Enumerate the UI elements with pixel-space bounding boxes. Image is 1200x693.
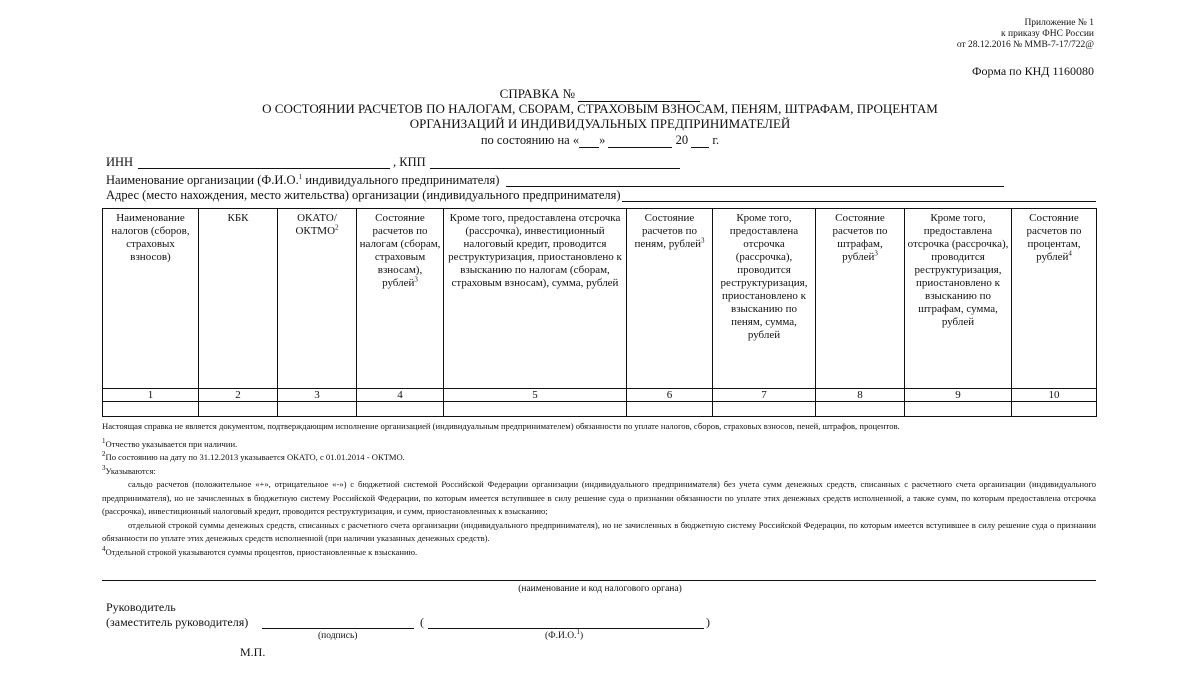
certificate-number-field[interactable] (578, 88, 700, 102)
data-cell[interactable] (357, 402, 444, 417)
header-cell-penalty-balance: Состояние расчетов по пеням, рублей$^3$ (627, 209, 713, 389)
data-cell[interactable] (713, 402, 816, 417)
data-cell[interactable] (816, 402, 905, 417)
org-name-label: Наименование организации (Ф.И.О.$^1$ индивидуального предпринимателя) (106, 172, 500, 187)
title-line-2: О СОСТОЯНИИ РАСЧЕТОВ ПО НАЛОГАМ, СБОРАМ, СТРАХОВЫМ ВЗНОСАМ, ПЕНЯМ, ШТРАФАМ, ПРОЦЕНТАМ (262, 101, 938, 116)
disclaimer-note: Настоящая справка не является документом, подтверждающим исполнение организацией (индивидуальным предпринимателем) обязанности по уплате налогов, сборов, страховых взносов, пеней, штрафов, процентов. (102, 421, 900, 431)
head-label: Руководитель (106, 600, 176, 614)
footnote-3-paragraph-b: отдельной строкой суммы денежных средств, списанных с расчетного счета организации (индивидуального предпринимателя), но не зачисленных в бюджетную систему Российской Федерации, по которым имеется вступившее в силу решение суда о признании обязанности по уплате этих денежных средств исполненной (при наличии указанных денежных средств). (102, 519, 1096, 543)
column-number: 2 (199, 389, 278, 402)
appendix-number: Приложение № 1 (1024, 18, 1094, 28)
header-cell-interest-balance: Состояние расчетов по процентам, рублей$^4$ (1012, 209, 1097, 389)
form-code: Форма по КНД 1160080 (972, 64, 1094, 78)
fio-caption: (Ф.И.О.$^1$) (545, 627, 584, 641)
footnote-3: $^3$Указываются: (102, 463, 156, 476)
header-cell-tax-name: Наименование налогов (сборов, страховых взносов) (103, 209, 199, 389)
header-cell-okato: ОКАТО/ ОКТМО$^2$ (278, 209, 357, 389)
header-cell-kbk: КБК (199, 209, 278, 389)
data-cell[interactable] (199, 402, 278, 417)
data-cell[interactable] (103, 402, 199, 417)
appendix-header (957, 18, 1094, 51)
header-cell-fine-deferral: Кроме того, предоставлена отсрочка (рассрочка), проводится реструктуризация, приостановлено к взысканию по штрафам, сумма, рублей (905, 209, 1012, 389)
certificate-label: СПРАВКА № (499, 86, 576, 101)
column-number: 3 (278, 389, 357, 402)
close-paren: ) (706, 615, 710, 629)
column-number: 10 (1012, 389, 1097, 402)
order-reference: к приказу ФНС России (1001, 29, 1094, 39)
date-day-field[interactable] (579, 134, 599, 148)
footnote-3-paragraph-a: сальдо расчетов (положительное «+», отрицательное «-») с бюджетной системой Российской Федерации организации (индивидуального предпринимателя) без учета сумм денежных средств, списанных с расчетного счета организации (индивидуального предпринимателя), но не зачисленных в бюджетную систему Российской Федерации, по которым имеется вступившее в силу решение суда о признании обязанности по уплате этих денежных средств исполненной, а также сумм, по которым предоставлена отсрочка (рассрочка), инвестиционный налоговый кредит, проводится реструктуризация, и сумм, приостановленных к взысканию; (102, 479, 1096, 516)
kpp-field[interactable] (430, 168, 680, 169)
footnote-2: $^2$По состоянию на дату по 31.12.2013 указывается ОКАТО, с 01.01.2014 - ОКТМО. (102, 450, 405, 462)
column-number: 4 (357, 389, 444, 402)
fio-field[interactable] (428, 628, 704, 629)
date-year-field[interactable] (691, 134, 709, 148)
header-cell-penalty-deferral: Кроме того, предоставлена отсрочка (рассрочка), проводится реструктуризация, приостановлено к взысканию по пеням, сумма, рублей (713, 209, 816, 389)
table-row (103, 402, 1097, 417)
data-cell[interactable] (905, 402, 1012, 417)
tax-organ-caption: (наименование и код налогового органа) (518, 584, 682, 594)
data-cell[interactable] (444, 402, 627, 417)
table-header-row (103, 209, 1097, 389)
date-month-field[interactable] (608, 134, 672, 148)
tax-organ-field[interactable] (102, 580, 1096, 581)
footnote-1: $^1$Отчество указывается при наличии. (102, 436, 238, 449)
org-name-field[interactable] (506, 186, 1004, 187)
column-number: 6 (627, 389, 713, 402)
header-cell-tax-balance: Состояние расчетов по налогам (сборам, страховым взносам), рублей$^3$ (357, 209, 444, 389)
footnote-4: $^4$Отдельной строкой указываются суммы процентов, приостановленные к взысканию. (102, 544, 418, 557)
settlement-table (102, 208, 1097, 417)
data-cell[interactable] (278, 402, 357, 417)
footnotes (102, 420, 1096, 559)
inn-field[interactable] (138, 168, 390, 169)
header-cell-fine-balance: Состояние расчетов по штрафам, рублей$^3$ (816, 209, 905, 389)
stamp-place-label: М.П. (240, 645, 266, 659)
column-number: 5 (444, 389, 627, 402)
deputy-head-label: (заместитель руководителя) (106, 615, 249, 629)
address-field[interactable] (622, 201, 1096, 202)
title-line-3: ОРГАНИЗАЦИЙ И ИНДИВИДУАЛЬНЫХ ПРЕДПРИНИМАТЕЛЕЙ (409, 116, 791, 131)
column-number: 9 (905, 389, 1012, 402)
column-number: 7 (713, 389, 816, 402)
document-title (0, 86, 1200, 102)
column-number: 1 (103, 389, 199, 402)
address-label: Адрес (место нахождения, место жительства) организации (индивидуального предпринимателя) (106, 188, 621, 202)
column-number: 8 (816, 389, 905, 402)
data-cell[interactable] (627, 402, 713, 417)
data-cell[interactable] (1012, 402, 1097, 417)
signature-field[interactable] (262, 628, 414, 629)
column-number-row (103, 389, 1097, 402)
inn-label: ИНН (106, 155, 134, 169)
kpp-label: , КПП (393, 155, 426, 169)
header-cell-tax-deferral: Кроме того, предоставлена отсрочка (рассрочка), инвестиционный налоговый кредит, проводится реструктуризация, приостановлено к взысканию по налогам (сборам, страховым взносам), сумма, рублей (444, 209, 627, 389)
open-paren: ( (420, 615, 424, 629)
signature-caption: (подпись) (318, 631, 358, 641)
as-of-date: по состоянию на « » 20 г. (480, 133, 720, 147)
order-date: от 28.12.2016 № ММВ-7-17/722@ (956, 40, 1094, 50)
